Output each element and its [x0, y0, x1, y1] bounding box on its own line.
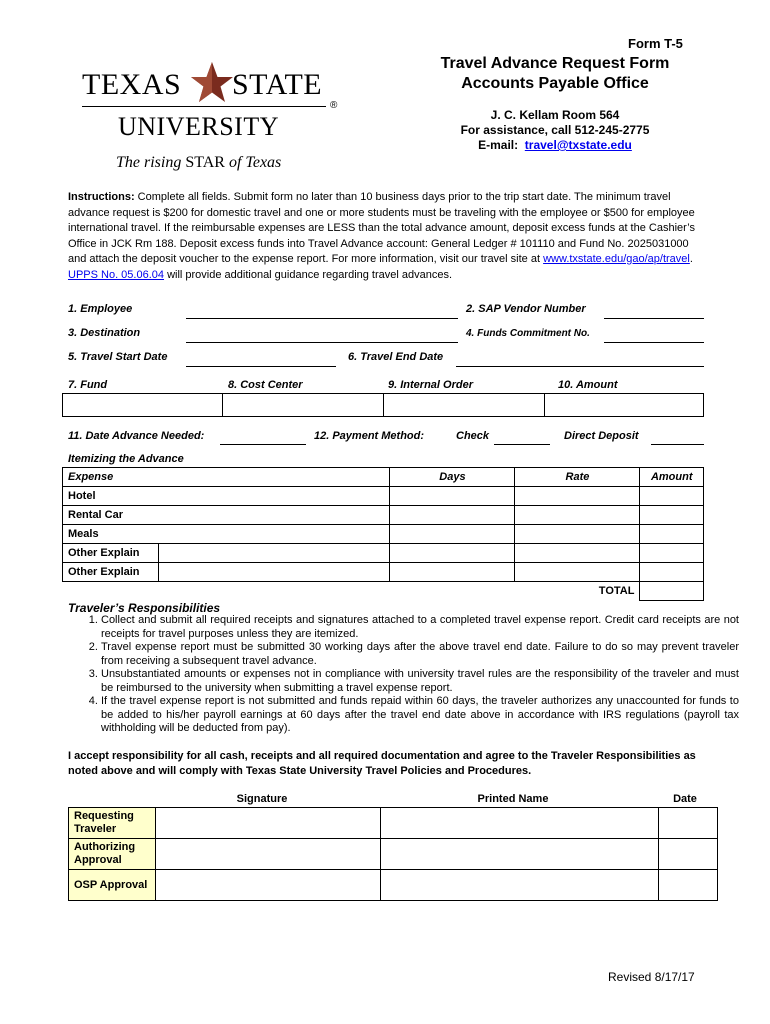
list-item: 1. Collect and submit all required receipts and signatures attached to a completed travel expense report. Credit card receipts are not receipts for travel purposes unless they are itemized.	[101, 614, 739, 641]
hotel-days[interactable]	[390, 487, 515, 506]
direct-deposit-input[interactable]	[651, 444, 704, 445]
hotel-amount[interactable]	[640, 487, 704, 506]
days-col-header: Days	[390, 468, 515, 487]
registered-mark: ®	[330, 100, 338, 111]
destination-input[interactable]	[186, 342, 458, 343]
authorizing-signature[interactable]	[156, 839, 381, 870]
responsibilities-heading: Traveler’s Responsibilities	[68, 601, 221, 615]
other-2-days[interactable]	[390, 563, 515, 582]
authorizing-approval-label: Authorizing Approval	[69, 839, 156, 870]
amount-col-header: Amount	[640, 468, 704, 487]
authorizing-date[interactable]	[659, 839, 718, 870]
end-date-label: 6. Travel End Date	[348, 351, 444, 363]
office-name: Accounts Payable Office	[461, 75, 649, 92]
table-row	[63, 563, 704, 582]
payment-method-label: 12. Payment Method:	[314, 430, 425, 442]
start-date-label: 5. Travel Start Date	[68, 351, 168, 363]
account-grid	[62, 393, 704, 417]
other-1-amount[interactable]	[640, 544, 704, 563]
signature-table	[68, 807, 718, 901]
sap-vendor-input[interactable]	[604, 318, 704, 319]
rental-amount[interactable]	[640, 506, 704, 525]
osp-signature[interactable]	[156, 870, 381, 901]
fund-label: 7. Fund	[68, 379, 108, 391]
rental-days[interactable]	[390, 506, 515, 525]
logo-word-university: UNIVERSITY	[118, 112, 279, 141]
logo-word-state: STATE	[232, 68, 323, 101]
university-logo	[82, 62, 352, 182]
itemizing-heading: Itemizing the Advance	[68, 453, 184, 465]
expense-col-header: Expense	[63, 468, 390, 487]
table-row	[63, 506, 704, 525]
hotel-rate[interactable]	[515, 487, 640, 506]
check-input[interactable]	[494, 444, 550, 445]
end-date-input[interactable]	[456, 366, 704, 367]
assistance-phone: For assistance, call 512-245-2775	[460, 123, 650, 137]
itemizing-table	[62, 467, 704, 601]
amount-input[interactable]	[545, 394, 704, 417]
upps-link[interactable]: UPPS No. 05.06.04	[68, 268, 165, 281]
destination-label: 3. Destination	[68, 327, 141, 339]
printed-name-col-header: Printed Name	[477, 793, 549, 805]
other-1-rate[interactable]	[515, 544, 640, 563]
logo-rule	[82, 106, 326, 107]
acceptance-statement: I accept responsibility for all cash, receipts and all required documentation and agree to the Traveler Responsibilities as noted above and will comply with Texas State University Travel Policies and Procedures.	[68, 750, 696, 777]
table-row	[69, 839, 718, 870]
osp-date[interactable]	[659, 870, 718, 901]
requesting-printed-name[interactable]	[381, 808, 659, 839]
authorizing-printed-name[interactable]	[381, 839, 659, 870]
cost-center-label: 8. Cost Center	[228, 379, 303, 391]
table-row	[63, 525, 704, 544]
office-room: J. C. Kellam Room 564	[490, 108, 620, 122]
table-row	[69, 808, 718, 839]
table-row	[69, 870, 718, 901]
requesting-date[interactable]	[659, 808, 718, 839]
expense-rental-car: Rental Car	[63, 506, 390, 525]
meals-days[interactable]	[390, 525, 515, 544]
list-item: 2. Travel expense report must be submitted 30 working days after the above travel end date. Failure to do so may prevent traveler from receiving a subsequent travel advance.	[101, 641, 739, 668]
date-col-header: Date	[673, 793, 697, 805]
check-label: Check	[456, 430, 490, 442]
funds-commitment-label: 4. Funds Commitment No.	[466, 328, 590, 339]
amount-label: 10. Amount	[558, 379, 618, 391]
total-amount[interactable]	[640, 582, 704, 601]
revision-date: Revised 8/17/17	[608, 970, 695, 984]
requesting-traveler-label: Requesting Traveler	[69, 808, 156, 839]
fund-input[interactable]	[63, 394, 223, 417]
total-label: TOTAL	[63, 582, 640, 601]
date-needed-input[interactable]	[220, 444, 306, 445]
signature-col-header: Signature	[236, 793, 288, 805]
list-item: 3. Unsubstantiated amounts or expenses not in compliance with university travel rules are the responsibility of the traveler and must be reimbursed to the university when submitting a travel expense report.	[101, 668, 739, 695]
email-link[interactable]: travel@txstate.edu	[524, 138, 632, 152]
other-1-explain[interactable]	[159, 544, 390, 563]
logo-word-texas: TEXAS	[82, 68, 182, 101]
other-2-amount[interactable]	[640, 563, 704, 582]
table-row	[63, 487, 704, 506]
internal-order-input[interactable]	[384, 394, 545, 417]
funds-commitment-input[interactable]	[604, 342, 704, 343]
date-needed-label: 11. Date Advance Needed:	[68, 430, 205, 442]
employee-label: 1. Employee	[68, 303, 133, 315]
meals-rate[interactable]	[515, 525, 640, 544]
requesting-signature[interactable]	[156, 808, 381, 839]
direct-deposit-label: Direct Deposit	[564, 430, 639, 442]
table-row	[63, 544, 704, 563]
star-icon	[189, 60, 235, 106]
expense-meals: Meals	[63, 525, 390, 544]
cost-center-input[interactable]	[223, 394, 384, 417]
expense-other-1: Other Explain	[63, 544, 159, 563]
rental-rate[interactable]	[515, 506, 640, 525]
sap-vendor-label: 2. SAP Vendor Number	[466, 303, 586, 315]
header-block	[400, 54, 710, 153]
email-line: E-mail: travel@txstate.edu	[478, 138, 632, 152]
other-2-explain[interactable]	[159, 563, 390, 582]
form-id: Form T-5	[628, 36, 683, 51]
osp-printed-name[interactable]	[381, 870, 659, 901]
travel-site-link[interactable]: www.txstate.edu/gao/ap/travel	[543, 253, 690, 265]
osp-approval-label: OSP Approval	[69, 870, 156, 901]
responsibilities-list	[66, 614, 739, 736]
employee-input[interactable]	[186, 318, 458, 319]
expense-other-2: Other Explain	[63, 563, 159, 582]
internal-order-label: 9. Internal Order	[388, 379, 473, 391]
logo-tagline: The rising STAR of Texas	[116, 154, 282, 171]
start-date-input[interactable]	[186, 366, 336, 367]
list-item: 4. If the travel expense report is not submitted and funds repaid within 60 days, the traveler authorizes any unaccounted for funds to be added to his/her payroll earnings at 60 days after the travel end date above in accordance with IRS regulations (payroll tax withholding will be deducted from pay).	[101, 695, 739, 736]
other-2-rate[interactable]	[515, 563, 640, 582]
expense-hotel: Hotel	[63, 487, 390, 506]
rate-col-header: Rate	[515, 468, 640, 487]
other-1-days[interactable]	[390, 544, 515, 563]
form-title: Travel Advance Request Form	[440, 55, 670, 72]
instructions: Instructions: Complete all fields. Submit form no later than 10 business days prior to the trip start date. The minimum travel advance request is $200 for domestic travel and one or more students must be traveling with the employee or $500 for employee international travel. If the reimbursable expenses are LESS than the total advance amount, deposit excess funds at the Cashier’s Office in JCK Rm 188. Deposit excess funds into Travel Advance account: General Ledger # 101110 and Fund No. 2025031000 and attach the deposit voucher to the expense report. For more information, visit our travel site at www.txstate.edu/gao/ap/travel. UPPS No. 05.06.04 will provide additional guidance regarding travel advances.	[68, 191, 695, 281]
meals-amount[interactable]	[640, 525, 704, 544]
